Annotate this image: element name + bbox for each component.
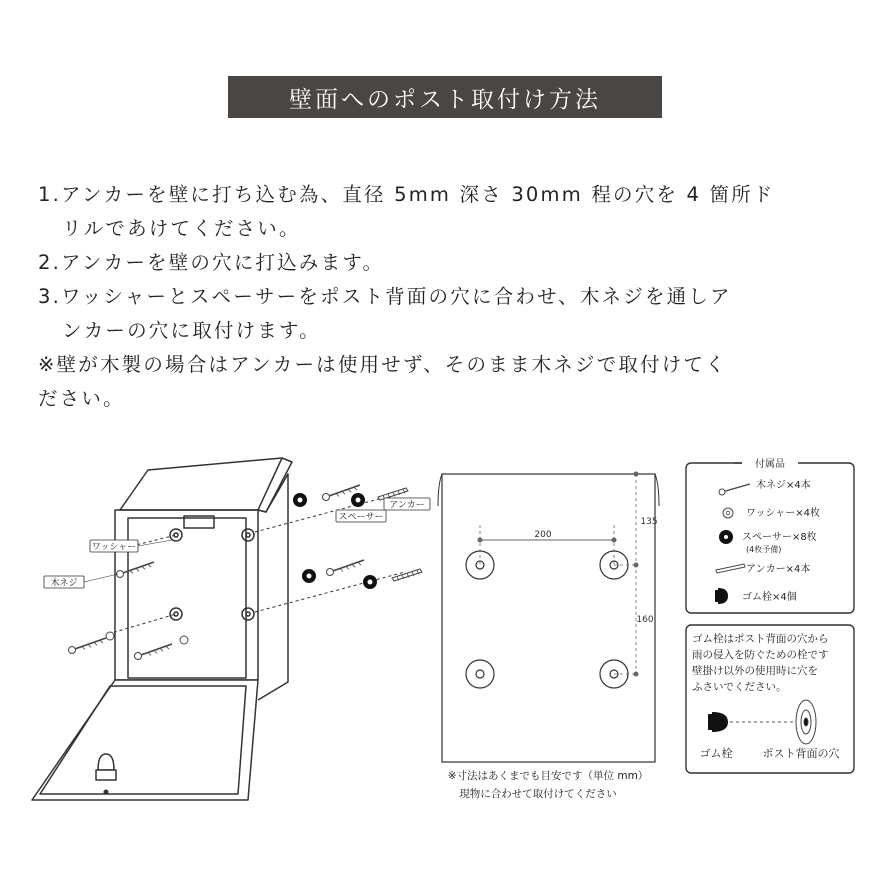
spacer-icon <box>719 530 733 544</box>
part-labels <box>44 498 430 589</box>
parts-bottom-row <box>302 560 422 589</box>
note-line: 雨の侵入を防ぐための栓です <box>692 649 829 661</box>
label-back-hole: ポスト背面の穴 <box>762 747 840 760</box>
dim-horizontal: 200 <box>534 530 552 540</box>
page-title: 壁面へのポスト取付け方法 <box>228 76 662 118</box>
instruction-line: ンカーの穴に取付けます。 <box>62 319 321 342</box>
dimension-note-2: 現物に合わせて取付けてください <box>459 788 617 800</box>
dimension-diagram <box>438 472 659 801</box>
accessory-item: ゴム栓×4個 <box>742 592 797 603</box>
label-washer: ワッシャー <box>91 542 137 553</box>
accessory-item: 木ネジ×4本 <box>756 480 811 491</box>
note-line: 壁掛け以外の使用時に穴を <box>692 665 818 677</box>
instruction-line: 3.ワッシャーとスペーサーをポスト背面の穴に合わせ、木ネジを通しア <box>38 285 732 308</box>
accessories-heading: 付属品 <box>755 459 785 470</box>
instruction-line: 2.アンカーを壁の穴に打込みます。 <box>38 251 385 274</box>
washer-icon <box>723 508 733 518</box>
note-line: ゴム栓はポスト背面の穴から <box>692 633 829 645</box>
label-wood-screw: 木ネジ <box>50 578 78 589</box>
instruction-line: ださい。 <box>38 387 125 410</box>
accessory-item-sub: (4枚予備) <box>746 545 782 554</box>
instruction-line: ※壁が木製の場合はアンカーは使用せず、そのまま木ネジで取付けてく <box>38 353 727 376</box>
back-hole-icon <box>796 700 816 744</box>
mailbox-illustration <box>32 458 405 800</box>
instruction-line: リルであけてください。 <box>62 217 301 240</box>
dim-top: 135 <box>640 517 658 527</box>
accessories-box <box>686 456 854 613</box>
accessory-item: アンカー×4本 <box>746 564 811 575</box>
instruction-line: 1.アンカーを壁に打ち込む為、直径 5mm 深さ 30mm 程の穴を 4 箇所ド <box>38 183 775 206</box>
accessory-item: ワッシャー×4枚 <box>746 508 821 519</box>
label-rubber-plug: ゴム栓 <box>699 747 733 760</box>
accessory-item: スペーサー×8枚 <box>742 532 817 543</box>
label-spacer: スペーサー <box>338 512 384 523</box>
note-line: ふさいでください。 <box>692 681 787 693</box>
label-anchor: アンカー <box>389 500 425 511</box>
dim-vertical: 160 <box>636 615 654 625</box>
dimension-note-1: ※寸法はあくまでも目安です（単位 mm） <box>447 770 649 782</box>
rubber-plug-note <box>686 625 854 773</box>
